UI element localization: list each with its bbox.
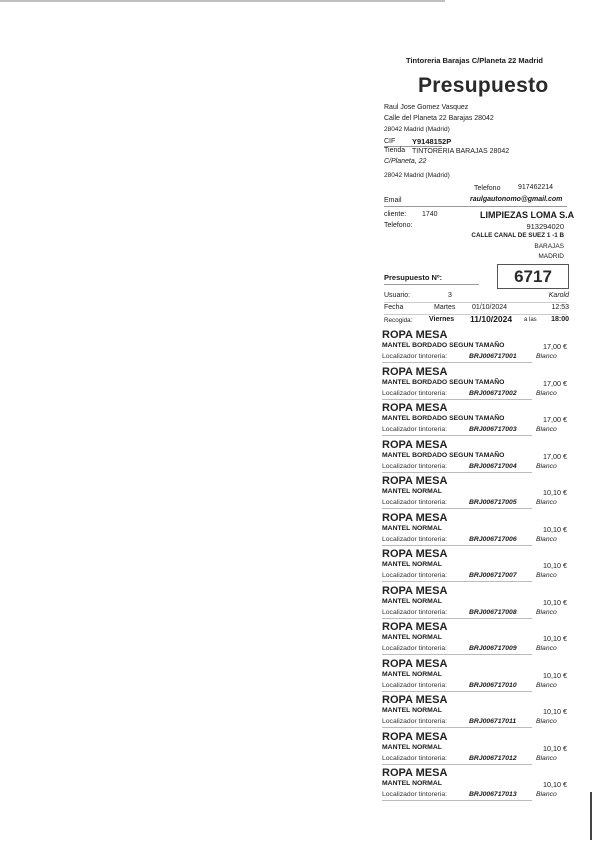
item-locator-code: BRJ006717008 — [469, 608, 517, 616]
store-label: Tienda — [384, 147, 406, 154]
list-item — [382, 366, 572, 403]
item-category: ROPA MESA — [382, 767, 448, 779]
telefono-label: Telefono: — [384, 222, 413, 229]
item-description: MANTEL NORMAL — [382, 780, 442, 787]
list-item — [382, 658, 572, 695]
item-list — [382, 329, 572, 804]
item-price: 10,10 € — [543, 780, 567, 789]
cliente-label: cliente: — [384, 211, 407, 218]
usuario-name: Karold — [548, 292, 569, 299]
customer-district: BARAJAS — [534, 243, 564, 250]
customer-phone: 913294020 — [526, 222, 564, 231]
item-color: Blanco — [536, 462, 557, 470]
recogida-time: 18:00 — [551, 316, 569, 323]
meta-divider-2 — [384, 314, 567, 315]
item-locator-code: BRJ006717009 — [469, 645, 517, 652]
item-color: Blanco — [536, 353, 557, 360]
item-locator-code: BRJ006717013 — [469, 791, 517, 798]
cif-label: CIF — [384, 138, 396, 145]
item-category: ROPA MESA — [382, 365, 448, 378]
item-locator-label: Localizador tintoreria: — [382, 791, 447, 798]
item-category: ROPA MESA — [382, 584, 448, 597]
item-locator-code: BRJ006717006 — [469, 535, 517, 543]
item-price: 17,00 € — [543, 378, 567, 388]
list-item — [382, 402, 572, 439]
customer-city: MADRID — [538, 253, 564, 260]
item-price: 10,10 € — [543, 488, 567, 497]
list-item — [382, 512, 572, 549]
item-color: Blanco — [536, 754, 557, 762]
item-locator-label: Localizador tintoreria: — [382, 426, 447, 433]
item-description: MANTEL NORMAL — [382, 561, 442, 568]
item-locator-code: BRJ006717010 — [469, 681, 517, 689]
item-locator-code: BRJ006717001 — [469, 353, 517, 360]
item-price: 10,10 € — [543, 524, 567, 534]
recogida-day: Viernes — [429, 316, 455, 323]
item-description: MANTEL NORMAL — [382, 524, 442, 532]
item-color: Blanco — [536, 426, 557, 433]
store-phone: 917462214 — [518, 184, 554, 191]
item-price: 10,10 € — [543, 634, 567, 643]
item-underline — [382, 800, 532, 801]
item-locator-label: Localizador tintoreria: — [382, 353, 447, 360]
item-locator-label: Localizador tintoreria: — [382, 608, 447, 616]
budget-number-box — [497, 264, 569, 289]
item-underline — [382, 545, 532, 546]
item-description: MANTEL BORDADO SEGUN TAMAÑO — [382, 378, 505, 386]
item-category: ROPA MESA — [382, 657, 448, 670]
client-city: 28042 Madrid (Madrid) — [384, 126, 450, 133]
item-price: 10,10 € — [543, 670, 567, 680]
document-title: Presupuesto — [418, 74, 549, 97]
email-label: Email — [384, 197, 402, 204]
item-underline — [382, 654, 532, 655]
item-price: 10,10 € — [543, 743, 567, 753]
item-category: ROPA MESA — [382, 548, 448, 560]
item-color: Blanco — [536, 389, 557, 397]
item-color: Blanco — [536, 535, 557, 543]
item-locator-label: Localizador tintoreria: — [382, 572, 447, 579]
meta-divider-1 — [384, 302, 567, 303]
list-item — [382, 548, 572, 585]
item-category: ROPA MESA — [382, 438, 448, 451]
item-color: Blanco — [536, 681, 557, 689]
item-description: MANTEL NORMAL — [382, 670, 442, 678]
list-item — [382, 731, 572, 768]
item-locator-code: BRJ006717002 — [469, 389, 517, 397]
item-color: Blanco — [536, 791, 557, 798]
item-description: MANTEL BORDADO SEGUN TAMAÑO — [382, 415, 505, 422]
item-locator-label: Localizador tintoreria: — [382, 681, 447, 689]
cliente-id: 1740 — [422, 211, 438, 218]
usuario-label: Usuario: — [384, 292, 411, 299]
item-price: 10,10 € — [543, 561, 567, 570]
cif-value: Y9148152P — [412, 137, 452, 146]
item-color: Blanco — [536, 499, 557, 506]
item-underline — [382, 581, 532, 582]
item-description: MANTEL NORMAL — [382, 634, 442, 641]
recogida-sep: a las — [524, 317, 537, 323]
item-locator-label: Localizador tintoreria: — [382, 462, 447, 470]
email-underline — [384, 206, 567, 207]
item-description: MANTEL NORMAL — [382, 743, 442, 751]
store-street: C/Planeta, 22 — [384, 158, 427, 165]
list-item — [382, 439, 572, 476]
item-locator-label: Localizador tintoreria: — [382, 535, 447, 543]
item-locator-label: Localizador tintoreria: — [382, 645, 447, 652]
client-address: Calle del Planeta 22 Barajas 28042 — [384, 115, 494, 122]
item-locator-code: BRJ006717005 — [469, 499, 517, 506]
item-price: 17,00 € — [543, 415, 567, 424]
item-color: Blanco — [536, 608, 557, 616]
customer-company: LIMPIEZAS LOMA S.A — [480, 210, 575, 220]
item-category: ROPA MESA — [382, 621, 448, 633]
item-underline — [382, 362, 532, 363]
list-item — [382, 475, 572, 512]
recogida-date: 11/10/2024 — [470, 314, 513, 324]
phone-label: Telefono — [474, 185, 501, 192]
item-locator-label: Localizador tintoreria: — [382, 499, 447, 506]
item-category: ROPA MESA — [382, 730, 448, 743]
item-underline — [382, 472, 532, 473]
fecha-day: Martes — [434, 304, 456, 311]
fecha-date: 01/10/2024 — [472, 304, 508, 311]
item-underline — [382, 399, 532, 400]
item-underline — [382, 435, 532, 436]
item-description: MANTEL BORDADO SEGUN TAMAÑO — [382, 451, 505, 459]
item-category: ROPA MESA — [382, 694, 448, 706]
item-underline — [382, 764, 532, 765]
item-color: Blanco — [536, 572, 557, 579]
item-underline — [382, 508, 532, 509]
item-underline — [382, 691, 532, 692]
item-locator-label: Localizador tintoreria: — [382, 754, 447, 762]
item-price: 10,10 € — [543, 707, 567, 716]
item-locator-label: Localizador tintoreria: — [382, 718, 447, 725]
item-color: Blanco — [536, 718, 557, 725]
item-price: 17,00 € — [543, 451, 567, 461]
list-item — [382, 767, 572, 804]
budget-number: 6717 — [514, 267, 552, 286]
fecha-time: 12:53 — [551, 304, 569, 311]
item-description: MANTEL NORMAL — [382, 488, 442, 495]
fecha-label: Fecha — [384, 304, 404, 311]
budget-underline — [384, 284, 479, 285]
item-category: ROPA MESA — [382, 402, 448, 414]
item-description: MANTEL BORDADO SEGUN TAMAÑO — [382, 342, 505, 349]
list-item — [382, 621, 572, 658]
store-city: 28042 Madrid (Madrid) — [384, 172, 450, 179]
usuario-value: 3 — [448, 292, 452, 299]
item-locator-code: BRJ006717003 — [469, 426, 517, 433]
item-category: ROPA MESA — [382, 511, 448, 524]
item-price: 10,10 € — [543, 597, 567, 607]
item-underline — [382, 618, 532, 619]
item-color: Blanco — [536, 645, 557, 652]
shop-header: Tintoreria Barajas C/Planeta 22 Madrid — [406, 56, 543, 65]
item-locator-code: BRJ006717012 — [469, 754, 517, 762]
budget-label: Presupuesto Nº: — [384, 273, 443, 282]
item-locator-label: Localizador tintoreria: — [382, 389, 447, 397]
list-item — [382, 585, 572, 622]
client-name: Raul Jose Gomez Vasquez — [384, 104, 469, 111]
item-category: ROPA MESA — [382, 329, 448, 341]
list-item — [382, 694, 572, 731]
scan-edge-top — [0, 0, 445, 2]
store-email: raulgautonomo@gmail.com — [470, 196, 563, 203]
scan-edge-right — [590, 792, 592, 840]
recogida-label: Recogida: — [384, 317, 413, 324]
item-description: MANTEL NORMAL — [382, 597, 442, 605]
store-name: TINTORERIA BARAJAS 28042 — [412, 148, 510, 155]
item-locator-code: BRJ006717011 — [469, 718, 517, 725]
list-item — [382, 329, 572, 366]
item-category: ROPA MESA — [382, 475, 448, 487]
customer-street: CALLE CANAL DE SUEZ 1 -1 B — [471, 232, 564, 239]
item-locator-code: BRJ006717004 — [469, 462, 517, 470]
item-locator-code: BRJ006717007 — [469, 572, 517, 579]
item-description: MANTEL NORMAL — [382, 707, 442, 714]
item-underline — [382, 727, 532, 728]
item-price: 17,00 € — [543, 342, 567, 351]
